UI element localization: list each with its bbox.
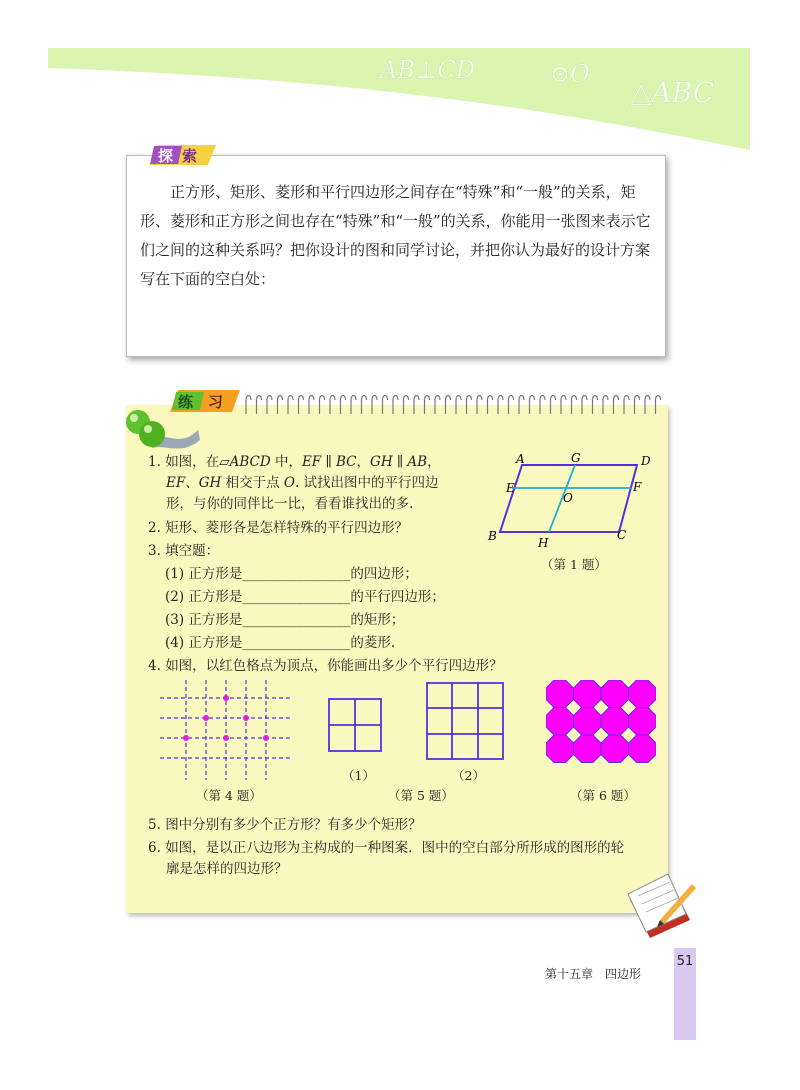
q2-text: 矩形、菱形各是怎样特殊的平行四边形？ — [165, 520, 409, 536]
question-1 — [148, 452, 478, 515]
q3-item-tail: 的菱形. — [350, 635, 396, 651]
ring — [477, 396, 482, 415]
q6-line2: 廓是怎样的四边形？ — [166, 861, 288, 877]
octagon — [601, 680, 629, 708]
ring — [372, 396, 377, 415]
ring — [509, 396, 514, 415]
explore-tag-char-2: 索 — [182, 147, 198, 165]
q1-text: ， — [427, 454, 441, 470]
q1-text: EF — [301, 454, 322, 470]
ring — [435, 396, 440, 415]
fig5-caption: （第 5 题） — [388, 788, 454, 803]
explore-paragraph: 正方形、矩形、菱形和平行四边形之间存在“特殊”和“一般”的关系，矩形、菱形和正方形之间也存在“特殊”和“一般”的关系，你能用一张图来表示它们之间的这种关系吗？把你设计的图和同学讨论，并把你认为最好的设计方案写在下面的空白处： — [140, 183, 651, 288]
q1-num: 1. — [148, 454, 161, 470]
fig5-1-caption: （1） — [342, 768, 375, 783]
ring — [519, 396, 524, 415]
q1-text: BC — [336, 454, 357, 470]
ring — [299, 396, 304, 415]
octagon — [574, 708, 602, 736]
ring — [278, 396, 283, 415]
explore-tag — [150, 143, 218, 167]
ring — [498, 396, 503, 415]
question-4 — [148, 656, 503, 677]
q1-text: AB — [407, 454, 428, 470]
ring — [330, 396, 335, 415]
octagon — [546, 680, 574, 708]
octagon — [601, 735, 629, 763]
answer-blank[interactable]: ________________ — [242, 589, 351, 605]
practice-tag-char-2: 习 — [208, 393, 224, 411]
figure-5-1-grid — [328, 698, 382, 752]
fig6-caption: （第 6 题） — [570, 788, 636, 803]
explore-tag-char-1: 探 — [158, 147, 174, 165]
ring — [467, 396, 472, 415]
fig1-label-e: E — [506, 481, 515, 495]
fig1-caption: （第 1 题） — [541, 557, 607, 572]
fig4-caption: （第 4 题） — [196, 788, 262, 803]
ring — [288, 396, 293, 415]
octagon — [574, 680, 602, 708]
q3-item-label: (2) 正方形是 — [165, 589, 243, 605]
q3-item-tail: 的矩形； — [350, 612, 405, 628]
figure-1-parallelogram — [482, 450, 662, 550]
ring — [246, 396, 251, 415]
q3-item-label: (4) 正方形是 — [165, 635, 243, 651]
page-number: 51 — [676, 954, 694, 969]
ring — [488, 396, 493, 415]
q3-item-3 — [165, 610, 404, 631]
ring — [404, 396, 409, 415]
fig5-2-caption: （2） — [452, 768, 485, 783]
fig1-label-c: C — [617, 528, 627, 542]
q1-text: GH — [370, 454, 393, 470]
fig1-label-h: H — [538, 536, 549, 550]
ring — [593, 396, 598, 415]
q1-text: ∥ — [392, 454, 408, 470]
ring — [414, 396, 419, 415]
ring — [540, 396, 545, 415]
ring — [351, 396, 356, 415]
octagon — [629, 708, 657, 736]
ring — [656, 396, 661, 415]
answer-blank[interactable]: ________________ — [242, 566, 351, 582]
fig1-label-d: D — [641, 454, 651, 468]
ring — [624, 396, 629, 415]
answer-blank[interactable]: ________________ — [242, 612, 351, 628]
q1-text: ， — [356, 454, 371, 470]
banner-formula-2: ⊙O — [550, 60, 590, 88]
q5-text: 图中分别有多少个正方形？有多少个矩形？ — [165, 817, 422, 833]
q1-text: 相交于点 — [221, 475, 284, 491]
q1-text: ∥ — [321, 454, 337, 470]
q3-item-tail: 的四边形； — [350, 566, 418, 582]
q5-num: 5. — [148, 817, 161, 833]
q1-text: 中， — [270, 454, 302, 470]
q1-text: O — [283, 475, 295, 491]
question-3 — [148, 541, 219, 562]
octagon — [629, 680, 657, 708]
q3-title: 填空题： — [165, 543, 220, 559]
ring — [456, 396, 461, 415]
ring — [614, 396, 619, 415]
ring — [551, 396, 556, 415]
q3-item-4 — [165, 633, 395, 654]
answer-blank[interactable]: ________________ — [242, 635, 351, 651]
q1-text: 、 — [185, 475, 199, 491]
q3-item-label: (3) 正方形是 — [165, 612, 243, 628]
q1-line3: 形，与你的同伴比一比，看看谁找出的多. — [166, 496, 414, 512]
q1-text: ABCD — [229, 454, 271, 470]
q1-text: EF — [166, 475, 186, 491]
q4-num: 4. — [148, 658, 161, 674]
ring — [635, 396, 640, 415]
explore-text — [140, 178, 654, 294]
ring — [645, 396, 650, 415]
q1-text: GH — [198, 475, 222, 491]
fig1-label-o: O — [563, 491, 573, 505]
octagon — [546, 708, 574, 736]
ring — [603, 396, 608, 415]
ring — [383, 396, 388, 415]
octagon — [601, 708, 629, 736]
fig1-label-f: F — [633, 480, 642, 494]
question-2 — [148, 518, 408, 539]
q6-num: 6. — [148, 840, 161, 856]
octagon — [546, 735, 574, 763]
chapter-footer: 第十五章 四边形 — [545, 967, 642, 981]
question-5 — [148, 815, 422, 836]
q1-text: 如图，在 — [165, 454, 220, 470]
figure-6-octagon-pattern — [546, 680, 656, 764]
q6-line1: 如图，是以正八边形为主构成的一种图案．图中的空白部分所形成的图形的轮 — [165, 840, 625, 856]
ring — [425, 396, 430, 415]
ring — [267, 396, 272, 415]
ring — [572, 396, 577, 415]
ring — [362, 396, 367, 415]
octagon — [629, 735, 657, 763]
figure-4-dot-grid — [160, 680, 290, 780]
page-number-bar — [674, 948, 696, 1040]
ring — [582, 396, 587, 415]
ring — [320, 396, 325, 415]
parallelogram-icon: ▱ — [219, 454, 230, 470]
practice-tag-char-1: 练 — [178, 393, 194, 411]
q3-item-2 — [165, 587, 445, 608]
fig1-label-g: G — [571, 451, 581, 465]
q3-item-tail: 的平行四边形； — [350, 589, 445, 605]
notebook-pencil-decoration — [620, 870, 700, 940]
ring — [446, 396, 451, 415]
ring — [530, 396, 535, 415]
q3-item-1 — [165, 564, 418, 585]
fig1-label-b: B — [488, 529, 497, 543]
q3-num: 3. — [148, 543, 161, 559]
ring — [257, 396, 262, 415]
octagon — [574, 735, 602, 763]
practice-tag — [170, 388, 242, 414]
q2-num: 2. — [148, 520, 161, 536]
q4-text: 如图，以红色格点为顶点，你能画出多少个平行四边形？ — [165, 658, 503, 674]
question-6 — [148, 838, 663, 880]
q1-text: . 试找出图中的平行四边 — [294, 475, 439, 491]
notebook-rings — [240, 392, 665, 416]
top-banner — [0, 0, 800, 160]
ring — [393, 396, 398, 415]
banner-formula-3: △ABC — [630, 76, 715, 109]
ring — [561, 396, 566, 415]
fig1-label-a: A — [516, 452, 525, 466]
banner-formula-1: AB⊥CD — [380, 56, 476, 84]
ring — [309, 396, 314, 415]
q3-item-label: (1) 正方形是 — [165, 566, 243, 582]
figure-5-2-grid — [426, 682, 504, 760]
ring — [341, 396, 346, 415]
